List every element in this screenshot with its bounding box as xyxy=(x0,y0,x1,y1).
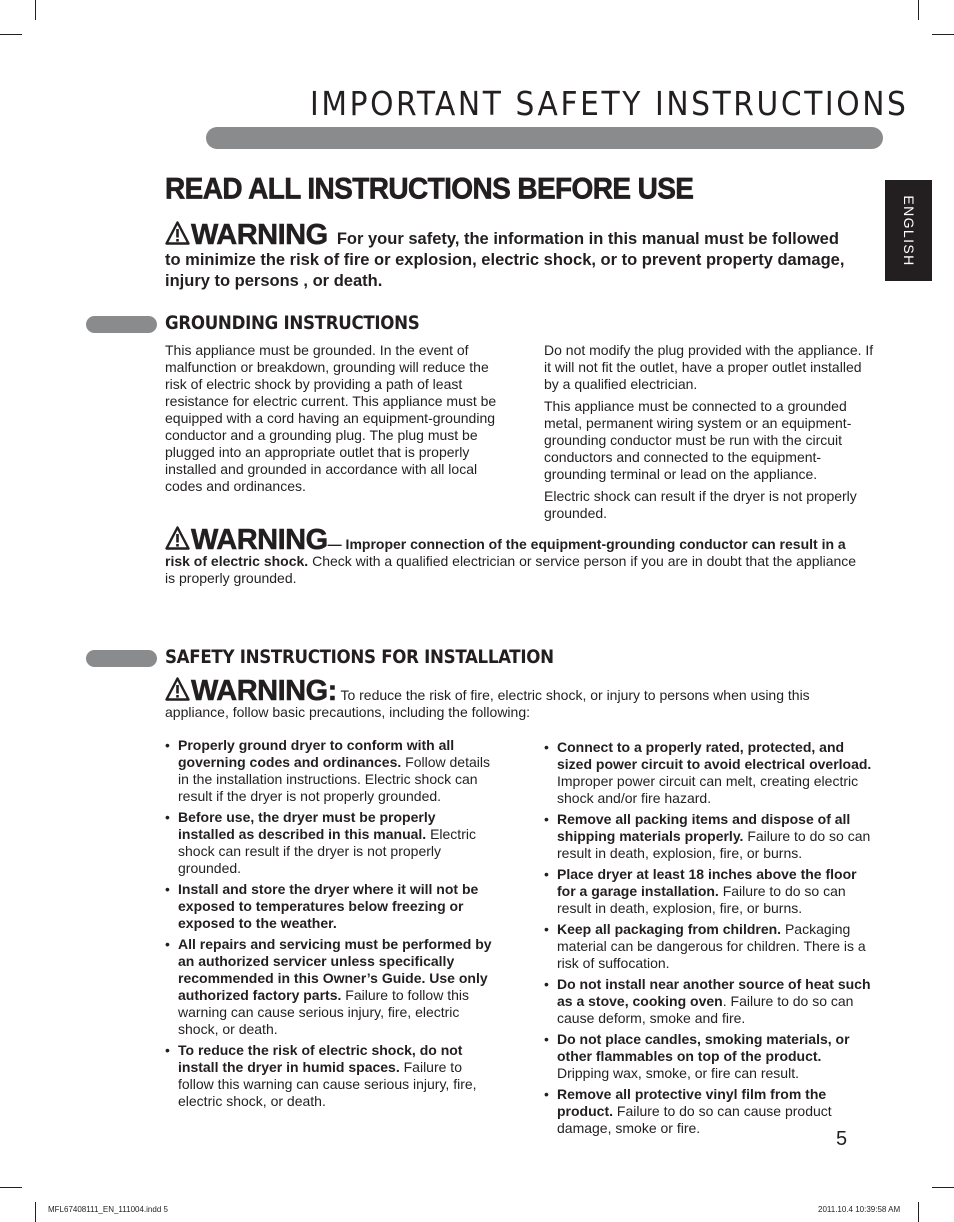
crop-mark xyxy=(35,1202,36,1222)
crop-mark xyxy=(932,1187,954,1188)
installation-heading: SAFETY INSTRUCTIONS FOR INSTALLATION xyxy=(165,647,554,668)
warning-triangle-icon xyxy=(165,221,190,245)
section-marker xyxy=(86,316,157,333)
grounding-paragraph: Do not modify the plug provided with the appliance. If it will not fit the outlet, have a proper outlet installed by a qualified electrician. xyxy=(544,342,874,392)
grounding-right-column xyxy=(544,342,879,527)
crop-mark xyxy=(35,0,36,20)
grounding-heading: GROUNDING INSTRUCTIONS xyxy=(165,313,420,334)
list-item: • Install and store the dryer where it will not be exposed to temperatures below freezing or exposed to the weather. xyxy=(165,881,495,932)
crop-mark xyxy=(0,1187,22,1188)
warning-label: WARNING: xyxy=(165,675,337,707)
crop-mark xyxy=(918,0,919,20)
crop-mark xyxy=(918,1202,919,1222)
warning-text: Check with a qualified electrician or service person if you are in doubt that the appliance is properly grounded. xyxy=(165,553,857,586)
installation-right-column xyxy=(544,739,874,1141)
language-tab-label: ENGLISH xyxy=(900,194,917,267)
list-item: • Do not place candles, smoking materials, or other flammables on top of the product. Dripping wax, smoke, or fire can result. xyxy=(544,1031,874,1082)
warning-label: WARNING xyxy=(165,219,328,251)
list-item: • Keep all packaging from children. Packaging material can be dangerous for children. There is a risk of suffocation. xyxy=(544,921,874,972)
list-item: • Remove all packing items and dispose of all shipping materials properly. Failure to do so can result in death, explosion, fire, or burns. xyxy=(544,811,874,862)
footer-timestamp: 2011.10.4 10:39:58 AM xyxy=(818,1205,901,1214)
list-item: • All repairs and servicing must be performed by an authorized servicer unless specifically recommended in this Owner’s Guide. Use only authorized factory parts. Failure to follow this warning can cause serious injury, fire, electric shock, or death. xyxy=(165,936,495,1038)
list-item: • Place dryer at least 18 inches above the floor for a garage installation. Failure to do so can result in death, explosion, fire, or burns. xyxy=(544,866,874,917)
list-item: • Connect to a properly rated, protected, and sized power circuit to avoid electrical overload. Improper power circuit can melt, creating electric shock and/or fire hazard. xyxy=(544,739,874,807)
section-marker xyxy=(86,650,157,667)
grounding-left-column xyxy=(165,342,505,500)
grounding-paragraph: This appliance must be grounded. In the event of malfunction or breakdown, grounding will reduce the risk of electric shock by providing a path of least resistance for electric current. This appliance must be equipped with a cord having an equipment-grounding conductor and a grounding plug. The plug must be plugged into an appropriate outlet that is properly installed and grounded in accordance with all local codes and ordinances. xyxy=(165,342,497,494)
installation-left-column xyxy=(165,737,495,1114)
crop-mark xyxy=(932,34,954,35)
list-item: • Before use, the dryer must be properly installed as described in this manual. Electric shock can result if the dryer is not properly grounded. xyxy=(165,809,495,877)
warning-text: For your safety, the information in this manual must be followed to minimize the risk of fire or explosion, electric shock, or to prevent property damage, injury to persons , or death. xyxy=(165,230,845,290)
grounding-paragraph: Electric shock can result if the dryer is not properly grounded. xyxy=(544,488,857,521)
footer-file-name: MFL67408111_EN_111004.indd 5 xyxy=(48,1205,168,1214)
warning-grounding xyxy=(165,526,865,587)
warning-installation xyxy=(165,677,875,721)
page-number: 5 xyxy=(836,1128,848,1150)
grounding-paragraph: This appliance must be connected to a grounded metal, permanent wiring system or an equipment-grounding conductor must be run with the circuit conductors and connected to the equipment-grounding terminal or lead on the appliance. xyxy=(544,398,852,482)
warning-triangle-icon xyxy=(165,526,190,550)
warning-bold-text: — Improper connection of the equipment-grounding conductor can result in a risk of electric shock. xyxy=(165,536,846,569)
warning-general xyxy=(165,221,845,292)
read-all-heading: READ ALL INSTRUCTIONS BEFORE USE xyxy=(165,172,694,205)
warning-label: WARNING xyxy=(165,524,328,556)
warning-text: To reduce the risk of fire, electric shock, or injury to persons when using this appliance, follow basic precautions, including the following: xyxy=(165,687,810,720)
list-item: • To reduce the risk of electric shock, do not install the dryer in humid spaces. Failure to follow this warning can cause serious injury, fire, electric shock, or death. xyxy=(165,1042,495,1110)
crop-mark xyxy=(0,34,22,35)
list-item: • Do not install near another source of heat such as a stove, cooking oven. Failure to do so can cause deform, smoke and fire. xyxy=(544,976,874,1027)
title-bar xyxy=(206,127,883,149)
list-item: • Remove all protective vinyl film from the product. Failure to do so can cause product damage, smoke or fire. xyxy=(544,1086,874,1137)
list-item: • Properly ground dryer to conform with all governing codes and ordinances. Follow details in the installation instructions. Electric shock can result if the dryer is not properly grounded. xyxy=(165,737,495,805)
warning-triangle-icon xyxy=(165,677,190,701)
language-tab xyxy=(885,180,932,281)
page-title: IMPORTANT SAFETY INSTRUCTIONS xyxy=(310,84,909,123)
